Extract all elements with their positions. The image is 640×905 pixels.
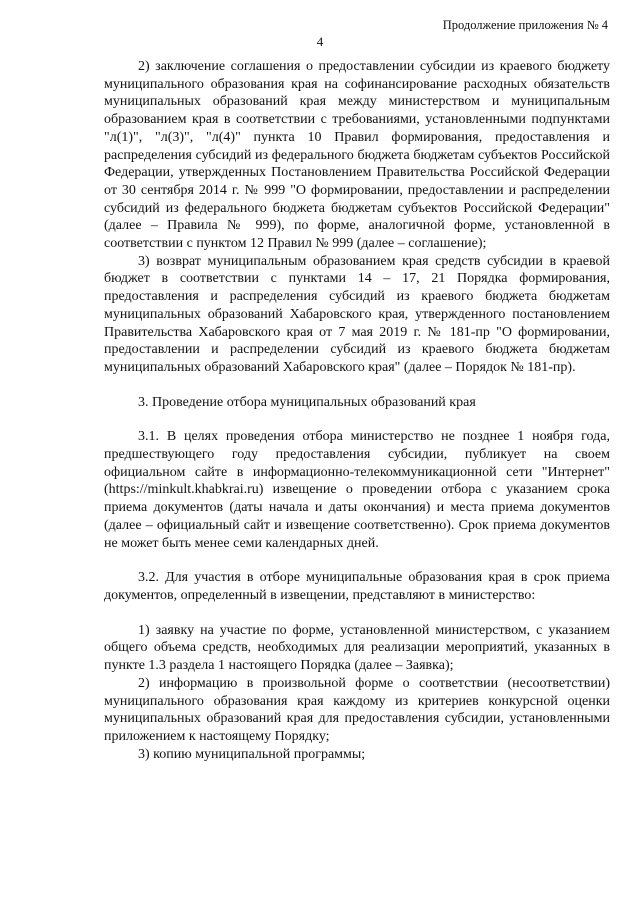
appendix-continuation-note: Продолжение приложения № 4 [442, 18, 608, 32]
section-heading-selection: 3. Проведение отбора муниципальных образований края [138, 394, 476, 410]
paragraph-3-1: 3.1. В целях проведения отбора министерство не позднее 1 ноября года, предшествующего году предоставления субсидии, публикует на своем официальном сайте в информационно-телекоммуникационной сети "Интернет" (https://minkult.khabkrai.ru) извещение о проведении отбора с указанием срока приема документов (даты начала и даты окончания) и места приема документов (далее – официальный сайт и извещение соответственно). Срок приема документов не может быть менее семи календарных дней. [104, 429, 610, 551]
paragraph-subsidy-refund: 3) возврат муниципальным образованием края средств субсидии в краевой бюджет в соответствии с пунктами 14 – 17, 21 Порядка формирования, предоставления и распределения субсидий из краевого бюджета бюджетам муниципальных образований Хабаровского края, утвержденного постановлением Правительства Хабаровского края от 7 мая 2019 г. № 181-пр "О формировании, предоставлении и распределении субсидий из краевого бюджета бюджетам муниципальных образований Хабаровского края" (далее – Порядок № 181-пр). [104, 253, 610, 375]
document-body [104, 58, 610, 763]
list-item-application: 1) заявку на участие по форме, установленной министерством, с указанием общего объема средств, необходимых для реализации мероприятий, указанных в пункте 1.3 раздела 1 настоящего Порядка (далее – Заявка); [104, 622, 610, 674]
list-item-criteria-info: 2) информацию в произвольной форме о соответствии (несоответствии) муниципального образования края каждому из критериев конкурсной оценки муниципальных образований края для предоставления субсидии, установленными приложением к настоящему Порядку; [104, 675, 610, 744]
paragraph-3-2: 3.2. Для участия в отборе муниципальные образования края в срок приема документов, определенный в извещении, представляют в министерство: [104, 570, 610, 603]
page-number: 4 [316, 34, 324, 49]
paragraph-agreement-conclusion: 2) заключение соглашения о предоставлении субсидии из краевого бюджету муниципального образования края на софинансирование расходных обязательств муниципальных образований края между министерством и муниципальным образованием края в соответствии с требованиями, установленными подпунктами "л(1)", "л(3)", "л(4)" пункта 10 Правил формирования, предоставления и распределения субсидий из федерального бюджета бюджетам субъектов Российской Федерации, утвержденных Постановлением Правительства Российской Федерации от 30 сентября 2014 г. № 999 "О формировании, предоставлении и распределении субсидий из федерального бюджета бюджетам субъектов Российской Федерации" (далее – Правила № 999), по форме, аналогичной форме, установленной в соответствии с пунктом 12 Правил № 999 (далее – соглашение); [104, 59, 610, 252]
list-item-program-copy: 3) копию муниципальной программы; [138, 746, 366, 762]
